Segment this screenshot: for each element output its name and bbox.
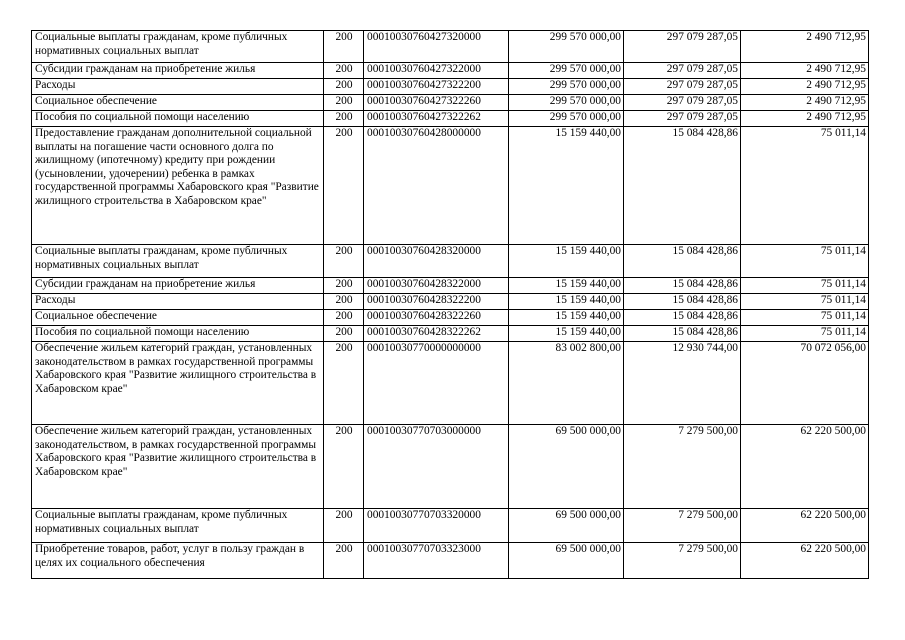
row-executed-cell: 297 079 287,05 <box>624 95 741 111</box>
row-kbk-cell: 00010030760427322262 <box>364 111 509 127</box>
row-code-cell: 200 <box>324 509 364 543</box>
row-executed-cell: 15 084 428,86 <box>624 245 741 278</box>
row-kbk-cell: 00010030760428322260 <box>364 310 509 326</box>
row-remaining-cell: 75 011,14 <box>741 278 869 294</box>
row-planned-cell: 69 500 000,00 <box>509 543 624 579</box>
table-row <box>32 278 869 294</box>
row-planned-cell: 83 002 800,00 <box>509 342 624 425</box>
row-planned-cell: 15 159 440,00 <box>509 310 624 326</box>
row-name-cell: Приобретение товаров, работ, услуг в пользу граждан в целях их социального обеспечения <box>32 543 324 579</box>
row-kbk-cell: 00010030760428320000 <box>364 245 509 278</box>
row-executed-cell: 297 079 287,05 <box>624 79 741 95</box>
row-kbk-cell: 00010030770000000000 <box>364 342 509 425</box>
row-code-cell: 200 <box>324 95 364 111</box>
table-body <box>32 31 869 579</box>
row-code-cell: 200 <box>324 310 364 326</box>
row-remaining-cell: 62 220 500,00 <box>741 425 869 509</box>
row-code-cell: 200 <box>324 326 364 342</box>
row-kbk-cell: 00010030760428000000 <box>364 127 509 245</box>
row-kbk-cell: 00010030760427322000 <box>364 63 509 79</box>
row-executed-cell: 7 279 500,00 <box>624 425 741 509</box>
row-planned-cell: 299 570 000,00 <box>509 31 624 63</box>
row-remaining-cell: 75 011,14 <box>741 310 869 326</box>
row-name-cell: Предоставление гражданам дополнительной социальной выплаты на погашение части основного долга по жилищному (ипотечному) кредиту при рождении (усыновлении, удочерении) ребенка в рамках государственной программы Хабаровского края "Развитие жилищного строительства в Хабаровском крае" <box>32 127 324 245</box>
table-row <box>32 245 869 278</box>
row-code-cell: 200 <box>324 543 364 579</box>
row-code-cell: 200 <box>324 425 364 509</box>
row-code-cell: 200 <box>324 79 364 95</box>
row-planned-cell: 15 159 440,00 <box>509 278 624 294</box>
table-row <box>32 294 869 310</box>
row-planned-cell: 15 159 440,00 <box>509 127 624 245</box>
row-planned-cell: 15 159 440,00 <box>509 245 624 278</box>
row-code-cell: 200 <box>324 111 364 127</box>
row-executed-cell: 297 079 287,05 <box>624 31 741 63</box>
row-name-cell: Пособия по социальной помощи населению <box>32 111 324 127</box>
row-planned-cell: 299 570 000,00 <box>509 63 624 79</box>
row-remaining-cell: 75 011,14 <box>741 326 869 342</box>
table-row <box>32 310 869 326</box>
row-executed-cell: 15 084 428,86 <box>624 127 741 245</box>
row-remaining-cell: 62 220 500,00 <box>741 509 869 543</box>
row-kbk-cell: 00010030770703323000 <box>364 543 509 579</box>
row-kbk-cell: 00010030770703320000 <box>364 509 509 543</box>
row-planned-cell: 15 159 440,00 <box>509 294 624 310</box>
row-remaining-cell: 75 011,14 <box>741 294 869 310</box>
row-executed-cell: 297 079 287,05 <box>624 111 741 127</box>
row-name-cell: Социальное обеспечение <box>32 95 324 111</box>
row-planned-cell: 299 570 000,00 <box>509 111 624 127</box>
row-code-cell: 200 <box>324 342 364 425</box>
row-name-cell: Расходы <box>32 79 324 95</box>
table-row <box>32 95 869 111</box>
row-name-cell: Социальные выплаты гражданам, кроме публичных нормативных социальных выплат <box>32 245 324 278</box>
row-executed-cell: 15 084 428,86 <box>624 294 741 310</box>
row-remaining-cell: 70 072 056,00 <box>741 342 869 425</box>
row-executed-cell: 12 930 744,00 <box>624 342 741 425</box>
budget-execution-table <box>31 30 869 579</box>
row-code-cell: 200 <box>324 63 364 79</box>
row-kbk-cell: 00010030760428322200 <box>364 294 509 310</box>
row-name-cell: Субсидии гражданам на приобретение жилья <box>32 63 324 79</box>
row-code-cell: 200 <box>324 278 364 294</box>
row-remaining-cell: 62 220 500,00 <box>741 543 869 579</box>
row-name-cell: Расходы <box>32 294 324 310</box>
row-executed-cell: 7 279 500,00 <box>624 543 741 579</box>
row-remaining-cell: 2 490 712,95 <box>741 95 869 111</box>
row-remaining-cell: 2 490 712,95 <box>741 79 869 95</box>
row-executed-cell: 15 084 428,86 <box>624 326 741 342</box>
row-code-cell: 200 <box>324 127 364 245</box>
table-row <box>32 326 869 342</box>
row-kbk-cell: 00010030760428322262 <box>364 326 509 342</box>
row-kbk-cell: 00010030760427322260 <box>364 95 509 111</box>
row-remaining-cell: 75 011,14 <box>741 245 869 278</box>
row-kbk-cell: 00010030760427320000 <box>364 31 509 63</box>
row-kbk-cell: 00010030760428322000 <box>364 278 509 294</box>
row-name-cell: Обеспечение жильем категорий граждан, установленных законодательством, в рамках государственной программы Хабаровского края "Развитие жилищного строительства в Хабаровском крае" <box>32 425 324 509</box>
row-planned-cell: 15 159 440,00 <box>509 326 624 342</box>
table-row <box>32 111 869 127</box>
row-executed-cell: 7 279 500,00 <box>624 509 741 543</box>
row-name-cell: Субсидии гражданам на приобретение жилья <box>32 278 324 294</box>
row-planned-cell: 299 570 000,00 <box>509 79 624 95</box>
row-planned-cell: 69 500 000,00 <box>509 509 624 543</box>
row-planned-cell: 299 570 000,00 <box>509 95 624 111</box>
row-executed-cell: 15 084 428,86 <box>624 278 741 294</box>
row-executed-cell: 15 084 428,86 <box>624 310 741 326</box>
table-row <box>32 79 869 95</box>
row-code-cell: 200 <box>324 245 364 278</box>
row-name-cell: Социальное обеспечение <box>32 310 324 326</box>
table-row <box>32 543 869 579</box>
row-name-cell: Обеспечение жильем категорий граждан, установленных законодательством в рамках государственной программы Хабаровского края "Развитие жилищного строительства в Хабаровском крае" <box>32 342 324 425</box>
row-name-cell: Социальные выплаты гражданам, кроме публичных нормативных социальных выплат <box>32 31 324 63</box>
table-row <box>32 509 869 543</box>
row-code-cell: 200 <box>324 294 364 310</box>
table-row <box>32 425 869 509</box>
row-kbk-cell: 00010030770703000000 <box>364 425 509 509</box>
table-row <box>32 31 869 63</box>
row-name-cell: Социальные выплаты гражданам, кроме публичных нормативных социальных выплат <box>32 509 324 543</box>
row-name-cell: Пособия по социальной помощи населению <box>32 326 324 342</box>
table-row <box>32 127 869 245</box>
row-executed-cell: 297 079 287,05 <box>624 63 741 79</box>
row-remaining-cell: 2 490 712,95 <box>741 63 869 79</box>
row-planned-cell: 69 500 000,00 <box>509 425 624 509</box>
row-code-cell: 200 <box>324 31 364 63</box>
row-remaining-cell: 2 490 712,95 <box>741 111 869 127</box>
row-remaining-cell: 75 011,14 <box>741 127 869 245</box>
row-kbk-cell: 00010030760427322200 <box>364 79 509 95</box>
table-row <box>32 63 869 79</box>
row-remaining-cell: 2 490 712,95 <box>741 31 869 63</box>
table-row <box>32 342 869 425</box>
